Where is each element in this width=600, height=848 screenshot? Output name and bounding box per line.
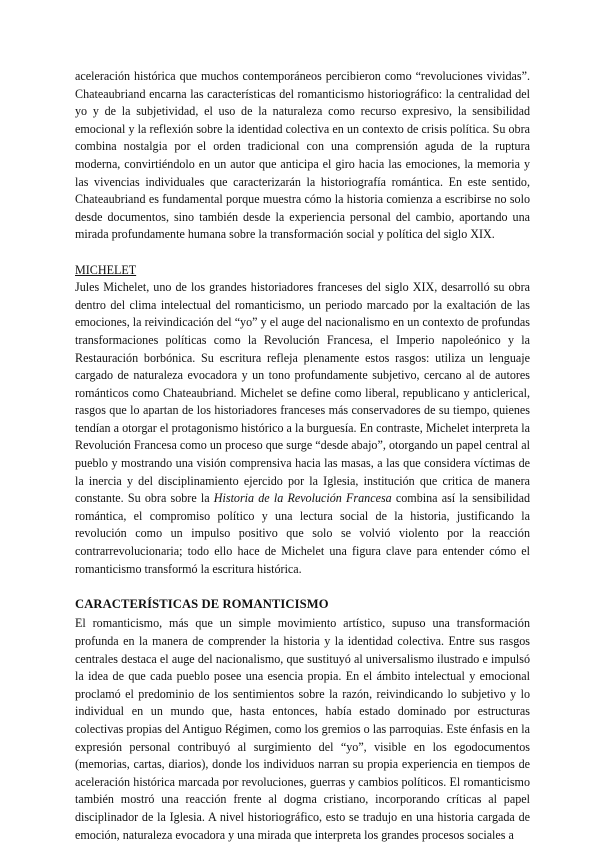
- caracteristicas-paragraph: El romanticismo, más que un simple movimiento artístico, supuso una transformación profunda en la manera de comprender la historia y la identidad colectiva. Entre sus rasgos centrales destaca el auge del nacionalismo, que sustituyó al universalismo ilustrado e impulsó la idea de que cada pueblo posee una esencia propia. En el ámbito intelectual y emocional proclamó el predominio de los sentimientos sobre la razón, reivindicando lo subjetivo y lo individual en un mundo que, hasta entonces, había estado dominado por estructuras colectivas propias del Antiguo Régimen, como los gremios o las parroquias. Este énfasis en la expresión personal contribuyó al surgimiento del “yo”, visible en los egodocumentos (memorias, cartas, diarios), donde los individuos narran su propia experiencia en tiempos de aceleración histórica marcada por revoluciones, guerras y cambios políticos. El romanticismo también mostró una reacción frente al dogma cristiano, incorporando críticas al papel disciplinador de la Iglesia. A nivel historiográfico, esto se tradujo en una historia cargada de emoción, naturaleza evocadora y una mirada que interpreta los grandes procesos sociales a: [75, 616, 530, 842]
- michelet-work-title: Historia de la Revolución Francesa: [213, 491, 392, 506]
- michelet-heading: MICHELET: [75, 262, 137, 277]
- michelet-text-before: Jules Michelet, uno de los grandes historiadores franceses del siglo XIX, desarrolló su obra dentro del clima intelectual del romanticismo, un periodo marcado por la exaltación de las emociones, la reivindicación del “yo” y el auge del nacionalismo en un contexto de profundas transformaciones políticas como la Revolución Francesa, el Imperio napoleónico y la Restauración borbónica. Su escritura refleja plenamente estos rasgos: utiliza un lenguaje cargado de naturaleza evocadora y un tono profundamente subjetivo, cercano al de autores románticos como Chateaubriand. Michelet se define como liberal, republicano y anticlerical, rasgos que lo apartan de los historiadores franceses más conservadores de su tiempo, quienes tendían a otorgar el protagonismo histórico a la burguesía. En contraste, Michelet interpreta la Revolución Francesa como un proceso que surge “desde abajo”, otorgando un papel central al pueblo y mostrando una visión comprensiva hacia las masas, a las que considera víctimas de la inercia y del disciplinamiento ejercido por la Iglesia, institución que critica de manera constante. Su obra sobre la: [75, 280, 530, 506]
- section-spacer: [75, 578, 530, 596]
- intro-paragraph: aceleración histórica que muchos contemporáneos percibieron como “revoluciones vividas”. Chateaubriand encarna las características del romanticismo historiográfico: la centralidad del yo y de la subjetividad, el uso de la naturaleza como recurso expresivo, la sensibilidad emocional y la reflexión sobre la identidad colectiva en un contexto de crisis política. Su obra combina nostalgia por el orden tradicional con una comprensión aguda de la ruptura moderna, convirtiéndolo en un autor que anticipa el giro hacia las emociones, la memoria y las vivencias individuales que caracterizarán la historiografía romántica. En este sentido, Chateaubriand es fundamental porque muestra cómo la historia comienza a escribirse no solo desde documentos, sino también desde la experiencia personal del cambio, aportando una mirada profundamente humana sobre la transformación social y política del siglo XIX.: [75, 69, 530, 242]
- michelet-paragraph: [75, 279, 530, 578]
- document-page: [75, 68, 530, 844]
- michelet-text-after: combina así la sensibilidad romántica, el compromiso político y una lectura social de la historia, justificando la revolución como un impulso positivo que solo se volvió violento por la reacción contrarrevolucionaria; todo ello hace de Michelet una figura clave para entender cómo el romanticismo transformó la escritura histórica.: [75, 491, 530, 576]
- paragraph-spacer: [75, 244, 530, 262]
- caracteristicas-title: CARACTERÍSTICAS DE ROMANTICISMO: [75, 596, 329, 611]
